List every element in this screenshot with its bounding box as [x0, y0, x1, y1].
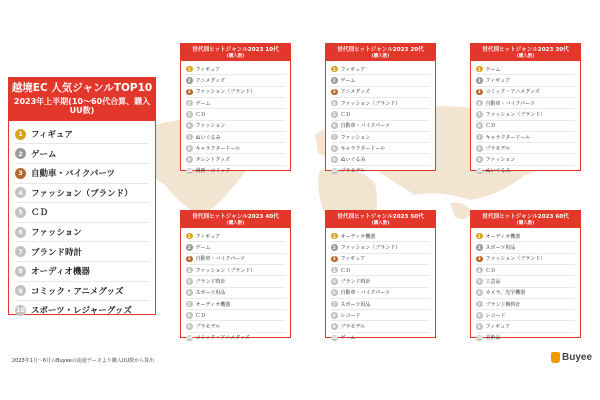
list-item: [476, 333, 575, 343]
age-panel-40s: [180, 210, 291, 342]
list-item: [186, 265, 285, 276]
list-item-label: キャラクタードール: [195, 145, 241, 152]
rank-number-icon: 6: [187, 123, 191, 129]
list-item: [186, 254, 285, 265]
list-item: [476, 254, 575, 265]
list-item: [331, 166, 430, 176]
age-panel-title: 世代別ヒットジャンル2023 60代: [482, 214, 569, 220]
crown-icon: 1: [187, 66, 191, 72]
list-item-label: ファッション: [485, 157, 516, 164]
list-item: [331, 109, 430, 120]
ranking-item: [15, 282, 149, 302]
age-panel-title: 世代別ヒットジャンル2023 50代: [337, 214, 424, 220]
list-item: [476, 265, 575, 276]
list-item: [331, 254, 430, 265]
ranking-item: [15, 301, 149, 320]
list-item-label: オーディオ機器: [195, 301, 231, 308]
list-item: [331, 231, 430, 242]
list-item: [476, 121, 575, 132]
list-item: [331, 333, 430, 343]
crown-icon: 1: [332, 233, 336, 239]
rank-number-icon: 6: [332, 290, 336, 296]
rank-number-icon: 5: [332, 111, 336, 117]
age-panel-subtitle: (購入数): [516, 220, 535, 226]
list-item: [476, 231, 575, 242]
list-item-label: ぬいぐるみ: [340, 157, 366, 164]
list-item-label: ゲーム: [195, 245, 211, 252]
list-item: [186, 310, 285, 321]
list-item: [186, 143, 285, 154]
list-item: [331, 132, 430, 143]
list-item: [331, 121, 430, 132]
age-panel-20s: [325, 43, 436, 175]
list-item: [331, 265, 430, 276]
list-item: [186, 132, 285, 143]
overall-ranking-card: [8, 77, 156, 315]
ranking-item: [15, 125, 149, 145]
list-item-label: ＣＤ: [195, 312, 206, 319]
crown-icon: 3: [187, 89, 191, 95]
list-item-label: ＣＤ: [195, 111, 206, 118]
age-panel-title: 世代別ヒットジャンル2023 30代: [482, 47, 569, 53]
list-item: [186, 64, 285, 75]
rank-number-icon: 5: [187, 278, 191, 284]
ranking-item-label: ブランド時計: [31, 247, 83, 258]
list-item-label: プラモデル: [195, 324, 221, 331]
list-item: [331, 143, 430, 154]
list-item-label: キャラクタードール: [340, 145, 386, 152]
brand-name: Buyee: [562, 352, 593, 363]
list-item: [476, 242, 575, 253]
ranking-item: [15, 242, 149, 262]
list-item-label: ゲーム: [340, 335, 356, 342]
list-item-label: レコード: [340, 312, 361, 319]
list-item-label: ブランド時計: [340, 278, 371, 285]
rank-number-icon: 6: [477, 123, 481, 129]
rank-number-icon: 7: [187, 301, 191, 307]
age-panel-header: [471, 211, 580, 228]
rank-number-icon: 10: [331, 168, 338, 174]
list-item-label: 工芸品: [485, 278, 501, 285]
list-item-label: ぬいぐるみ: [485, 168, 511, 175]
list-item: [186, 276, 285, 287]
list-item: [186, 154, 285, 165]
list-item: [186, 166, 285, 176]
list-item: [476, 310, 575, 321]
age-panel-list: [326, 61, 435, 176]
crown-icon: 1: [477, 233, 481, 239]
list-item-label: ぬいぐるみ: [195, 134, 221, 141]
rank-number-icon: 8: [187, 312, 191, 318]
list-item-label: スポーツ用品: [195, 290, 226, 297]
rank-number-icon: 8: [332, 312, 336, 318]
rank-number-icon: 4: [332, 100, 336, 106]
ranking-item-label: ゲーム: [31, 149, 57, 160]
list-item-label: コミック・アニメグッズ: [195, 335, 250, 342]
list-item: [476, 109, 575, 120]
list-item-label: ブランド時計: [195, 278, 226, 285]
list-item: [476, 143, 575, 154]
overall-ranking-title: 越境EC 人気ジャンルTOP10: [11, 82, 153, 94]
ranking-item: [15, 164, 149, 184]
age-panel-30s: [470, 43, 581, 175]
rank-number-icon: 5: [15, 207, 26, 218]
crown-icon: 2: [477, 78, 481, 84]
list-item: [186, 299, 285, 310]
rank-number-icon: 8: [15, 266, 26, 277]
rank-number-icon: 4: [187, 100, 191, 106]
list-item-label: ファッション（ブランド）: [195, 267, 256, 274]
rank-number-icon: 8: [477, 145, 481, 151]
rank-number-icon: 5: [332, 278, 336, 284]
list-item-label: フィギュア: [340, 256, 366, 263]
age-panel-subtitle: (購入数): [516, 53, 535, 59]
list-item-label: ブランド腕時計: [485, 301, 521, 308]
list-item-label: プラモデル: [485, 145, 511, 152]
age-panel-subtitle: (購入数): [226, 220, 245, 226]
list-item-label: タレントグッズ: [195, 157, 231, 164]
rank-number-icon: 10: [186, 168, 193, 174]
age-panel-header: [326, 211, 435, 228]
list-item: [186, 87, 285, 98]
rank-number-icon: 7: [477, 134, 481, 140]
list-item-label: カメラ、光学機器: [485, 290, 526, 297]
list-item: [331, 310, 430, 321]
list-item-label: ＣＤ: [340, 267, 351, 274]
rank-number-icon: 9: [477, 157, 481, 163]
list-item-label: 自動車・バイクパーツ: [485, 100, 535, 107]
rank-number-icon: 9: [187, 324, 191, 330]
rank-number-icon: 6: [15, 227, 26, 238]
list-item: [331, 288, 430, 299]
crown-icon: 2: [15, 148, 26, 159]
age-panel-header: [181, 211, 290, 228]
ranking-item: [15, 203, 149, 223]
list-item: [186, 231, 285, 242]
rank-number-icon: 6: [477, 290, 481, 296]
crown-icon: 3: [332, 256, 336, 262]
list-item-label: 自動車・バイクパーツ: [340, 123, 390, 130]
list-item: [186, 109, 285, 120]
list-item-label: ＣＤ: [340, 111, 351, 118]
list-item: [476, 87, 575, 98]
list-item-label: 漫画・コミック: [195, 168, 231, 175]
age-panel-subtitle: (購入数): [226, 53, 245, 59]
list-item: [331, 154, 430, 165]
ranking-item: [15, 184, 149, 204]
rank-number-icon: 8: [477, 312, 481, 318]
brand-logo: [551, 352, 592, 363]
list-item: [476, 75, 575, 86]
rank-number-icon: 10: [331, 335, 338, 341]
list-item-label: アニメグッズ: [195, 78, 226, 85]
list-item-label: ファッション（ブランド）: [340, 100, 401, 107]
age-panel-list: [471, 61, 580, 176]
age-panel-list: [326, 228, 435, 343]
crown-icon: 3: [15, 168, 26, 179]
rank-number-icon: 5: [187, 111, 191, 117]
list-item: [476, 288, 575, 299]
rank-number-icon: 6: [332, 123, 336, 129]
list-item: [476, 154, 575, 165]
rank-number-icon: 5: [477, 111, 481, 117]
overall-ranking-list: [9, 121, 155, 320]
list-item: [476, 64, 575, 75]
age-panel-50s: [325, 210, 436, 342]
ranking-item-label: スポーツ・レジャーグッズ: [31, 306, 132, 317]
age-panel-title: 世代別ヒットジャンル2023 20代: [337, 47, 424, 53]
list-item-label: ファッション: [340, 134, 371, 141]
list-item: [331, 64, 430, 75]
list-item: [331, 87, 430, 98]
rank-number-icon: 7: [15, 246, 26, 257]
ranking-item-label: オーディオ機器: [31, 267, 90, 278]
age-panel-subtitle: (購入数): [371, 220, 390, 226]
ranking-item: [15, 223, 149, 243]
rank-number-icon: 4: [15, 187, 26, 198]
list-item-label: レコード: [485, 312, 506, 319]
age-panel-list: [181, 228, 290, 343]
shopping-bag-icon: [551, 352, 560, 363]
list-item: [186, 321, 285, 332]
rank-number-icon: 6: [187, 290, 191, 296]
rank-number-icon: 5: [477, 278, 481, 284]
list-item: [476, 299, 575, 310]
list-item-label: スポーツ用品: [485, 245, 516, 252]
age-panel-list: [471, 228, 580, 343]
rank-number-icon: 10: [476, 335, 483, 341]
list-item: [476, 321, 575, 332]
list-item-label: 自動車・バイクパーツ: [195, 256, 245, 263]
rank-number-icon: 9: [187, 157, 191, 163]
rank-number-icon: 8: [332, 145, 336, 151]
crown-icon: 2: [187, 245, 191, 251]
list-item: [331, 276, 430, 287]
list-item-label: アニメグッズ: [340, 89, 371, 96]
crown-icon: 2: [477, 245, 481, 251]
crown-icon: 1: [332, 66, 336, 72]
list-item: [331, 98, 430, 109]
rank-number-icon: 4: [477, 100, 481, 106]
rank-number-icon: 4: [477, 267, 481, 273]
list-item-label: プラモデル: [340, 168, 366, 175]
overall-ranking-subtitle: 2023年上半期(10〜60代合算、購入UU数): [13, 96, 151, 116]
list-item: [186, 288, 285, 299]
list-item: [186, 333, 285, 343]
list-item: [186, 75, 285, 86]
rank-number-icon: 7: [477, 301, 481, 307]
rank-number-icon: 8: [187, 145, 191, 151]
crown-icon: 3: [477, 256, 481, 262]
list-item-label: キャラクタードール: [485, 134, 531, 141]
ranking-item: [15, 144, 149, 164]
age-panel-title: 世代別ヒットジャンル2023 40代: [192, 214, 279, 220]
list-item-label: ゲーム: [485, 66, 501, 73]
rank-number-icon: 9: [477, 324, 481, 330]
crown-icon: 3: [332, 89, 336, 95]
ranking-item: [15, 262, 149, 282]
list-item: [331, 242, 430, 253]
rank-number-icon: 10: [15, 306, 26, 315]
list-item: [331, 75, 430, 86]
crown-icon: 2: [187, 78, 191, 84]
list-item-label: ファッション（ブランド）: [485, 256, 546, 263]
rank-number-icon: 9: [15, 285, 26, 296]
ranking-item-label: ＣＤ: [31, 208, 49, 219]
ranking-item-label: ファッション（ブランド）: [31, 188, 133, 199]
crown-icon: 2: [332, 245, 336, 251]
overall-ranking-header: [9, 78, 155, 121]
rank-number-icon: 4: [332, 267, 336, 273]
crown-icon: 1: [477, 66, 481, 72]
list-item-label: オーディオ機器: [340, 233, 376, 240]
list-item: [331, 321, 430, 332]
rank-number-icon: 10: [476, 168, 483, 174]
list-item: [186, 242, 285, 253]
list-item-label: フィギュア: [195, 66, 221, 73]
age-panel-60s: [470, 210, 581, 342]
list-item: [476, 98, 575, 109]
list-item-label: コミック・アニメグッズ: [485, 89, 540, 96]
list-item-label: オーディオ機器: [485, 233, 521, 240]
list-item: [186, 121, 285, 132]
age-panel-header: [181, 44, 290, 61]
age-panel-title: 世代別ヒットジャンル2023 10代: [192, 47, 279, 53]
list-item: [331, 299, 430, 310]
list-item: [476, 166, 575, 176]
list-item-label: ＣＤ: [485, 267, 496, 274]
list-item-label: ゲーム: [195, 100, 211, 107]
source-note: 2023年1月〜6月のBuyeeの流通データより購入UU数から算出: [12, 358, 155, 364]
rank-number-icon: 9: [332, 157, 336, 163]
rank-number-icon: 4: [187, 267, 191, 273]
age-panel-10s: [180, 43, 291, 175]
crown-icon: 2: [332, 78, 336, 84]
list-item-label: 美術品: [485, 335, 501, 342]
ranking-item-label: コミック・アニメグッズ: [31, 286, 124, 297]
rank-number-icon: 7: [332, 301, 336, 307]
list-item-label: ファッション（ブランド）: [340, 245, 401, 252]
list-item-label: スポーツ用品: [340, 301, 371, 308]
list-item-label: 自動車・バイクパーツ: [340, 290, 390, 297]
list-item-label: ゲーム: [340, 78, 356, 85]
crown-icon: 1: [15, 129, 26, 140]
list-item: [186, 98, 285, 109]
list-item-label: ファッション: [195, 123, 226, 130]
crown-icon: 1: [187, 233, 191, 239]
list-item: [476, 132, 575, 143]
list-item-label: フィギュア: [485, 78, 511, 85]
age-panel-subtitle: (購入数): [371, 53, 390, 59]
list-item: [476, 276, 575, 287]
list-item-label: ＣＤ: [485, 123, 496, 130]
age-panel-header: [326, 44, 435, 61]
rank-number-icon: 7: [332, 134, 336, 140]
list-item-label: フィギュア: [195, 233, 221, 240]
list-item-label: ファッション（ブランド）: [485, 111, 546, 118]
crown-icon: 3: [477, 89, 481, 95]
age-panel-list: [181, 61, 290, 176]
list-item-label: プラモデル: [340, 324, 366, 331]
list-item-label: ファッション（ブランド）: [195, 89, 256, 96]
list-item-label: フィギュア: [485, 324, 511, 331]
ranking-item-label: 自動車・バイクパーツ: [31, 169, 115, 180]
ranking-item-label: フィギュア: [31, 130, 73, 141]
rank-number-icon: 9: [332, 324, 336, 330]
rank-number-icon: 7: [187, 134, 191, 140]
rank-number-icon: 10: [186, 335, 193, 341]
age-panel-header: [471, 44, 580, 61]
ranking-item-label: ファッション: [31, 228, 82, 239]
list-item-label: フィギュア: [340, 66, 366, 73]
crown-icon: 3: [187, 256, 191, 262]
